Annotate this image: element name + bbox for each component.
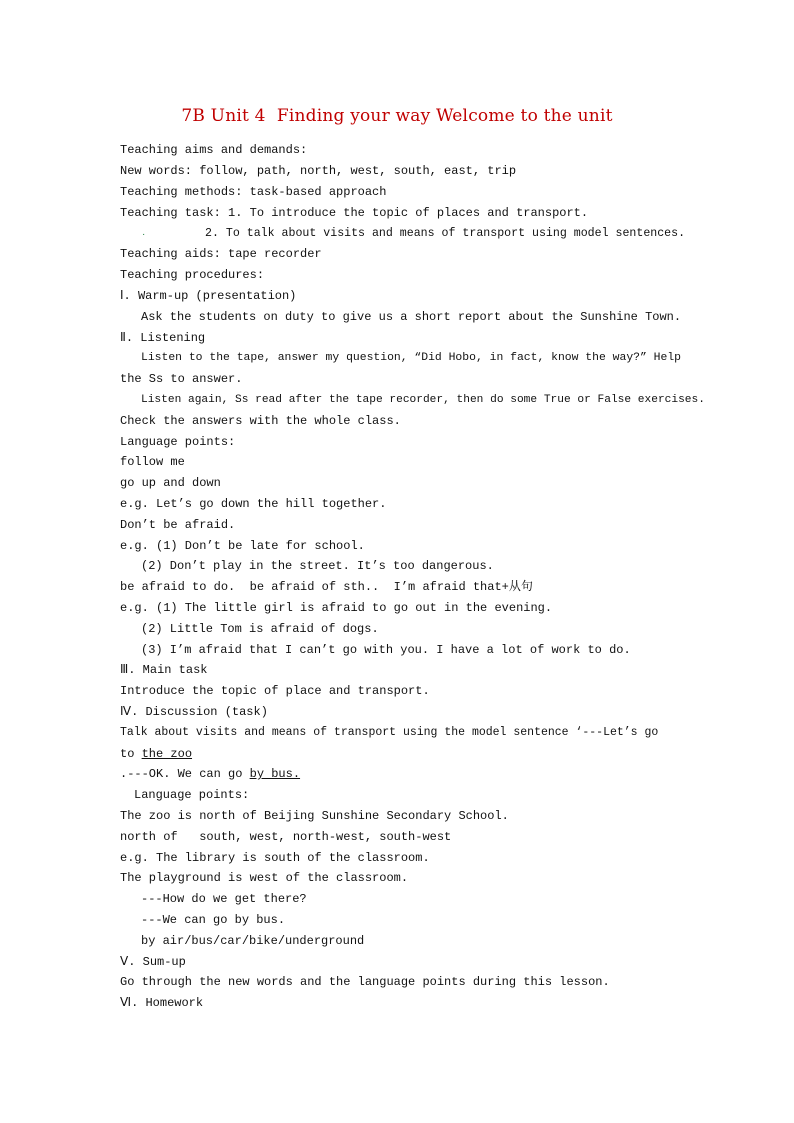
text-line xyxy=(120,744,192,764)
underlined-phrase: the zoo xyxy=(141,747,193,761)
text-line: e.g. (1) Don’t be late for school. xyxy=(120,539,365,553)
section-heading: Ⅲ. Main task xyxy=(120,663,208,677)
text-line: Go through the new words and the language points during this lesson. xyxy=(120,975,610,989)
text-line: Teaching methods: task-based approach xyxy=(120,185,387,199)
text-fragment: .---OK. We can go xyxy=(120,767,250,781)
underlined-phrase: by bus. xyxy=(249,767,301,781)
text-line: e.g. Let’s go down the hill together. xyxy=(120,497,387,511)
text-line: by air/bus/car/bike/underground xyxy=(141,934,365,948)
text-line: Introduce the topic of place and transport. xyxy=(120,684,430,698)
text-line: ---How do we get there? xyxy=(141,892,307,906)
section-heading: Ⅵ. Homework xyxy=(120,996,204,1010)
text-line: Talk about visits and means of transport using the model sentence ‘---Let’s go xyxy=(120,726,659,739)
text-line: be afraid to do. be afraid of sth.. I’m afraid that+从句 xyxy=(120,580,533,594)
section-heading: Ⅴ. Sum-up xyxy=(120,955,186,969)
page-title: 7B Unit 4 Finding your way Welcome to the unit xyxy=(181,106,613,126)
text-line: Check the answers with the whole class. xyxy=(120,414,401,428)
text-line: ---We can go by bus. xyxy=(141,913,286,927)
text-line: Language points: xyxy=(134,788,250,802)
section-heading: Ⅱ. Listening xyxy=(120,331,206,345)
text-line: go up and down xyxy=(120,476,221,490)
text-line: Listen to the tape, answer my question, “Did Hobo, in fact, know the way?” Help xyxy=(141,352,682,364)
text-line: e.g. (1) The little girl is afraid to go out in the evening. xyxy=(120,601,553,615)
section-heading: Ⅰ. Warm-up (presentation) xyxy=(120,289,297,303)
stray-dot: · xyxy=(142,229,146,240)
text-line: the Ss to answer. xyxy=(120,372,243,386)
text-line: Teaching aids: tape recorder xyxy=(120,247,322,261)
text-fragment: to xyxy=(120,747,142,761)
text-line: north of south, west, north-west, south-west xyxy=(120,830,452,844)
text-line: Ask the students on duty to give us a short report about the Sunshine Town. xyxy=(141,310,682,324)
text-line: follow me xyxy=(120,455,185,469)
text-line: e.g. The library is south of the classroom. xyxy=(120,851,430,865)
text-line: Language points: xyxy=(120,435,236,449)
text-line: (2) Little Tom is afraid of dogs. xyxy=(141,622,379,636)
text-line: The zoo is north of Beijing Sunshine Secondary School. xyxy=(120,809,509,823)
text-line: Don’t be afraid. xyxy=(120,518,236,532)
text-line: (2) Don’t play in the street. It’s too dangerous. xyxy=(141,559,494,573)
section-heading: Ⅳ. Discussion (task) xyxy=(120,705,268,719)
text-line: (3) I’m afraid that I can’t go with you. I have a lot of work to do. xyxy=(141,643,631,657)
text-line: 2. To talk about visits and means of transport using model sentences. xyxy=(205,227,686,240)
text-line: Teaching aims and demands: xyxy=(120,143,308,157)
text-line xyxy=(120,764,300,784)
text-line: Listen again, Ss read after the tape recorder, then do some True or False exercises. xyxy=(141,394,705,406)
text-line: Teaching procedures: xyxy=(120,268,265,282)
text-line: The playground is west of the classroom. xyxy=(120,871,409,885)
text-line: New words: follow, path, north, west, south, east, trip xyxy=(120,164,517,178)
text-line: Teaching task: 1. To introduce the topic of places and transport. xyxy=(120,206,589,220)
